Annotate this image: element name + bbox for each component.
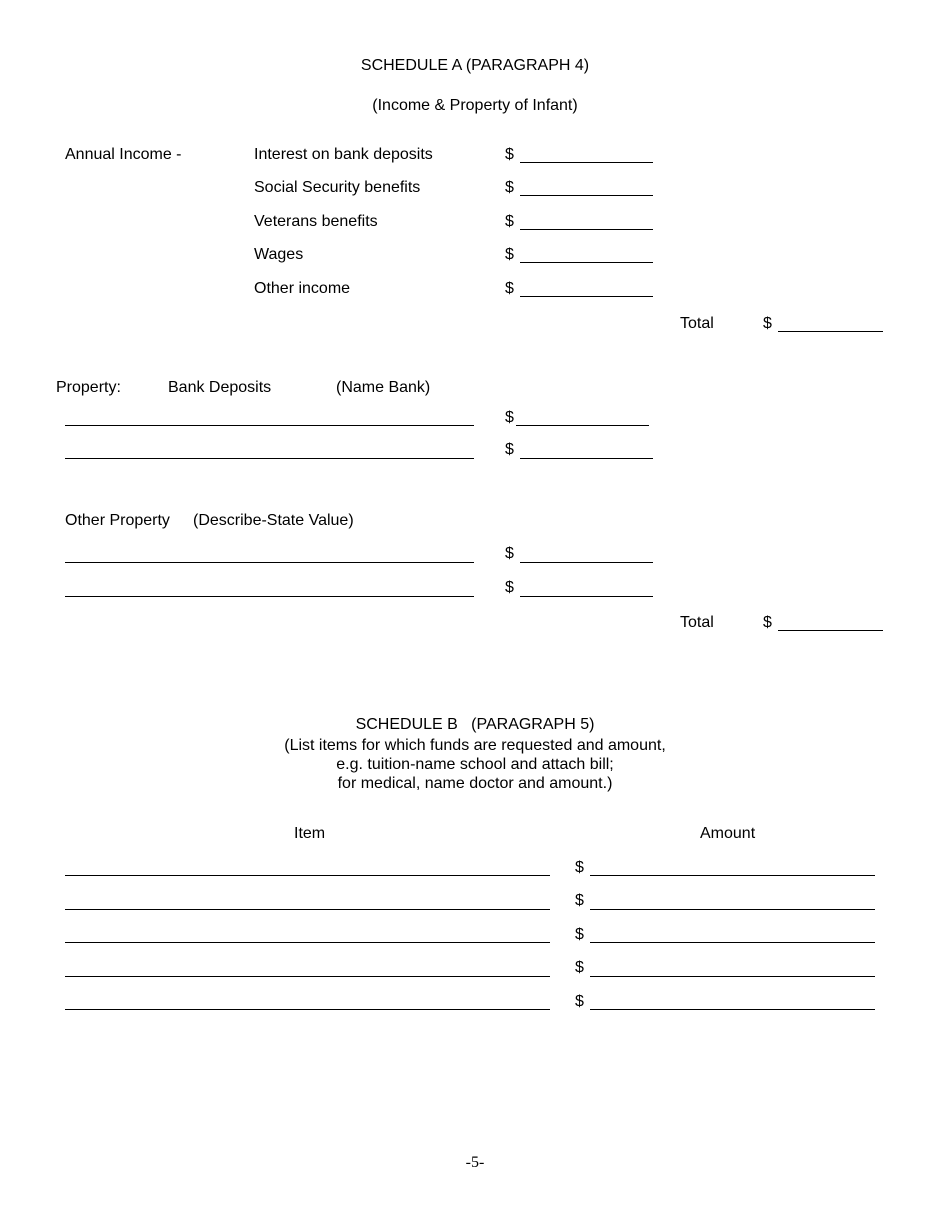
currency-symbol: $ [505,246,514,263]
income-item-label: Wages [254,246,304,263]
item-blank[interactable] [65,976,550,977]
amount-blank[interactable] [516,425,649,426]
currency-symbol: $ [763,614,772,631]
income-item-label: Veterans benefits [254,213,378,230]
schedule-b-instruction: (List items for which funds are requested and amount, [284,737,666,754]
item-blank[interactable] [65,1009,550,1010]
amount-blank[interactable] [520,229,653,230]
describe-label: (Describe-State Value) [193,512,354,529]
currency-symbol: $ [505,409,514,426]
amount-blank[interactable] [520,296,653,297]
other-property-label: Other Property [65,512,170,529]
currency-symbol: $ [575,959,584,976]
currency-symbol: $ [505,213,514,230]
item-blank[interactable] [65,909,550,910]
income-item-label: Other income [254,280,351,297]
schedule-b-title: SCHEDULE B (PARAGRAPH 5) [355,716,595,733]
currency-symbol: $ [575,859,584,876]
currency-symbol: $ [505,441,514,458]
currency-symbol: $ [505,545,514,562]
item-blank[interactable] [65,875,550,876]
amount-blank[interactable] [520,596,653,597]
income-item-label: Social Security benefits [254,179,421,196]
item-column-header: Item [294,825,326,842]
currency-symbol: $ [505,280,514,297]
schedule-a-subtitle: (Income & Property of Infant) [372,97,578,114]
income-total-blank[interactable] [778,331,883,332]
currency-symbol: $ [575,926,584,943]
amount-column-header: Amount [700,825,756,842]
page-number: -5- [465,1154,485,1171]
item-blank[interactable] [65,942,550,943]
bank-deposits-label: Bank Deposits [168,379,272,396]
property-total-label: Total [680,614,714,631]
annual-income-label: Annual Income - [65,146,182,163]
bank-name-blank[interactable] [65,425,474,426]
currency-symbol: $ [575,993,584,1010]
amount-blank[interactable] [590,942,875,943]
schedule-b-instruction: for medical, name doctor and amount.) [337,775,613,792]
income-item-label: Interest on bank deposits [254,146,433,163]
amount-blank[interactable] [590,909,875,910]
currency-symbol: $ [505,579,514,596]
currency-symbol: $ [505,146,514,163]
amount-blank[interactable] [520,262,653,263]
property-description-blank[interactable] [65,562,474,563]
schedule-b-instruction: e.g. tuition-name school and attach bill; [336,756,614,773]
currency-symbol: $ [505,179,514,196]
schedule-a-title: SCHEDULE A (PARAGRAPH 4) [360,57,590,74]
amount-blank[interactable] [520,562,653,563]
currency-symbol: $ [575,892,584,909]
currency-symbol: $ [763,315,772,332]
income-total-label: Total [680,315,714,332]
property-label: Property: [56,379,121,396]
amount-blank[interactable] [520,458,653,459]
bank-name-blank[interactable] [65,458,474,459]
amount-blank[interactable] [590,875,875,876]
name-bank-label: (Name Bank) [336,379,431,396]
amount-blank[interactable] [590,1009,875,1010]
amount-blank[interactable] [520,162,653,163]
property-description-blank[interactable] [65,596,474,597]
property-total-blank[interactable] [778,630,883,631]
amount-blank[interactable] [590,976,875,977]
amount-blank[interactable] [520,195,653,196]
